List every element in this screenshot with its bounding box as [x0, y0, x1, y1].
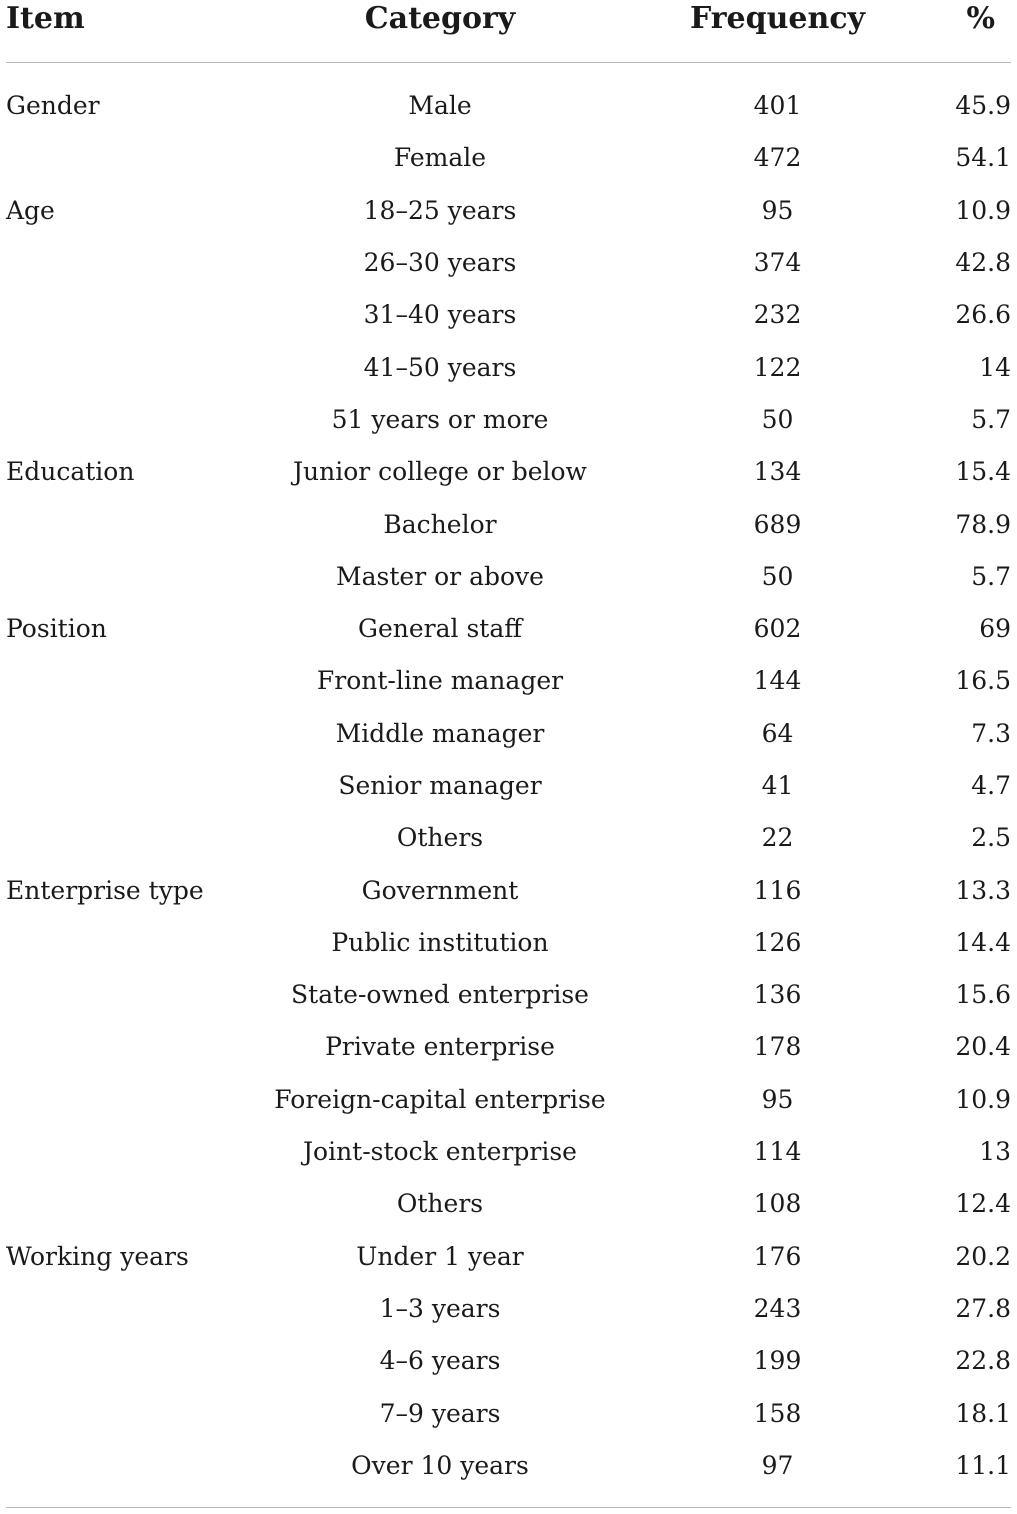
frequency-cell: 199: [753, 1346, 802, 1376]
item-cell: [0, 1283, 265, 1335]
percent-cell: 2.5: [971, 823, 1011, 853]
item-cell: [0, 1440, 265, 1492]
table-row: [0, 917, 1017, 969]
category-cell: 31–40 years: [363, 300, 517, 330]
frequency-cell: 374: [753, 248, 802, 278]
category-cell: Senior manager: [338, 771, 542, 800]
percent-cell: 13.3: [955, 875, 1011, 905]
category-cell: 41–50 years: [363, 352, 517, 382]
frequency-cell: 97: [761, 1450, 794, 1480]
table-row: [0, 80, 1017, 132]
frequency-cell: 122: [753, 352, 802, 382]
percent-cell: 54.1: [955, 143, 1011, 173]
percent-cell: 27.8: [955, 1293, 1011, 1323]
percent-cell: 69: [979, 614, 1011, 644]
item-cell: [0, 969, 265, 1021]
percent-cell: 20.4: [955, 1032, 1011, 1062]
percent-cell: 26.6: [955, 300, 1011, 330]
percent-cell: 20.2: [955, 1241, 1011, 1271]
frequency-cell: 472: [753, 143, 802, 173]
percent-cell: 22.8: [955, 1346, 1011, 1376]
category-cell: Joint-stock enterprise: [303, 1137, 577, 1167]
table-row: [0, 760, 1017, 812]
item-cell: [0, 289, 265, 341]
table-row: [0, 1021, 1017, 1073]
table-row: [0, 185, 1017, 237]
frequency-cell: 108: [753, 1189, 802, 1219]
category-cell: 51 years or more: [331, 404, 549, 434]
frequency-cell: 602: [753, 614, 802, 644]
table-row: [0, 1231, 1017, 1283]
frequency-cell: 176: [753, 1241, 802, 1271]
percent-cell: 11.1: [955, 1450, 1011, 1480]
percent-cell: 5.7: [971, 404, 1011, 434]
category-cell: Middle manager: [335, 718, 545, 748]
percent-cell: 15.6: [955, 980, 1011, 1010]
category-cell: Master or above: [336, 561, 544, 591]
category-cell: General staff: [357, 614, 522, 644]
table-row: [0, 394, 1017, 446]
table-row: [0, 237, 1017, 289]
table-row: [0, 655, 1017, 707]
frequency-cell: 116: [753, 875, 802, 905]
frequency-cell: 64: [761, 718, 794, 748]
frequency-cell: 95: [761, 1084, 794, 1114]
table-row: [0, 603, 1017, 655]
item-cell: [0, 1021, 265, 1073]
item-cell: [0, 341, 265, 393]
table-bottom-rule: [6, 1507, 1011, 1508]
table-header: [0, 0, 1017, 40]
frequency-cell: 114: [753, 1137, 802, 1167]
table-row: [0, 132, 1017, 184]
table-row: [0, 969, 1017, 1021]
percent-cell: 10.9: [955, 195, 1011, 225]
frequency-cell: 22: [761, 823, 794, 853]
category-cell: Under 1 year: [356, 1241, 524, 1271]
frequency-cell: 95: [761, 195, 794, 225]
frequency-cell: 144: [753, 666, 802, 696]
category-cell: Female: [393, 143, 487, 173]
frequency-cell: 136: [753, 980, 802, 1010]
percent-cell: 45.9: [955, 91, 1011, 121]
frequency-cell: 243: [753, 1293, 802, 1323]
percent-cell: 4.7: [971, 771, 1011, 800]
header-category: Category: [364, 1, 516, 36]
table-row: [0, 1178, 1017, 1230]
item-cell: Position: [6, 614, 107, 644]
table-row: [0, 1387, 1017, 1439]
table-row: [0, 1074, 1017, 1126]
item-cell: Working years: [6, 1241, 189, 1271]
percent-cell: 10.9: [955, 1084, 1011, 1114]
percent-cell: 7.3: [971, 718, 1011, 748]
table-row: [0, 289, 1017, 341]
frequency-cell: 689: [753, 509, 802, 539]
frequency-cell: 134: [753, 457, 802, 487]
percent-cell: 42.8: [955, 248, 1011, 278]
category-cell: Others: [396, 1189, 484, 1219]
item-cell: [0, 1126, 265, 1178]
percent-cell: 14.4: [955, 927, 1011, 957]
percent-cell: 15.4: [955, 457, 1011, 487]
item-cell: [0, 394, 265, 446]
category-cell: Bachelor: [383, 509, 497, 539]
table-row: [0, 551, 1017, 603]
item-cell: [0, 760, 265, 812]
table-row: [0, 1283, 1017, 1335]
frequency-cell: 178: [753, 1032, 802, 1062]
table-row: [0, 498, 1017, 550]
category-cell: Private enterprise: [325, 1032, 555, 1062]
category-cell: Public institution: [331, 927, 549, 957]
percent-cell: 78.9: [955, 509, 1011, 539]
item-cell: Enterprise type: [6, 875, 204, 905]
category-cell: Junior college or below: [293, 457, 587, 487]
frequency-cell: 41: [761, 771, 794, 800]
header-frequency: Frequency: [689, 1, 866, 36]
category-cell: 18–25 years: [363, 195, 517, 225]
header-divider: [6, 62, 1011, 63]
category-cell: Others: [396, 823, 484, 853]
item-cell: [0, 655, 265, 707]
percent-cell: 5.7: [971, 561, 1011, 591]
item-cell: Gender: [6, 91, 100, 121]
percent-cell: 16.5: [955, 666, 1011, 696]
frequency-cell: 50: [761, 404, 794, 434]
table-row: [0, 1126, 1017, 1178]
table-row: [0, 812, 1017, 864]
category-cell: Over 10 years: [351, 1450, 529, 1480]
item-cell: [0, 1335, 265, 1387]
item-cell: Education: [6, 457, 135, 487]
table-row: [0, 1335, 1017, 1387]
percent-cell: 18.1: [955, 1398, 1011, 1428]
item-cell: [0, 917, 265, 969]
percent-cell: 14: [979, 352, 1011, 382]
item-cell: Age: [6, 195, 55, 225]
item-cell: [0, 551, 265, 603]
percent-cell: 13: [979, 1137, 1011, 1167]
item-cell: [0, 708, 265, 760]
table-row: [0, 1440, 1017, 1492]
header-percent: %: [966, 1, 995, 36]
category-cell: 1–3 years: [379, 1293, 501, 1323]
frequency-cell: 232: [753, 300, 802, 330]
table-row: [0, 708, 1017, 760]
frequency-cell: 126: [753, 927, 802, 957]
header-row: [0, 0, 1017, 40]
table-row: [0, 341, 1017, 393]
category-cell: 4–6 years: [379, 1346, 501, 1376]
percent-cell: 12.4: [955, 1189, 1011, 1219]
category-cell: State-owned enterprise: [291, 980, 589, 1010]
item-cell: [0, 1178, 265, 1230]
frequency-cell: 401: [753, 91, 802, 121]
item-cell: [0, 1074, 265, 1126]
category-cell: Front-line manager: [316, 666, 564, 696]
header-item: Item: [6, 1, 85, 36]
item-cell: [0, 132, 265, 184]
item-cell: [0, 812, 265, 864]
item-cell: [0, 498, 265, 550]
category-cell: Male: [408, 91, 472, 121]
category-cell: 7–9 years: [379, 1398, 501, 1428]
item-cell: [0, 1387, 265, 1439]
category-cell: Government: [361, 875, 519, 905]
table-row: [0, 446, 1017, 498]
item-cell: [0, 237, 265, 289]
category-cell: Foreign-capital enterprise: [274, 1084, 606, 1114]
table-row: [0, 864, 1017, 916]
frequency-cell: 158: [753, 1398, 802, 1428]
category-cell: 26–30 years: [363, 248, 517, 278]
frequency-cell: 50: [761, 561, 794, 591]
